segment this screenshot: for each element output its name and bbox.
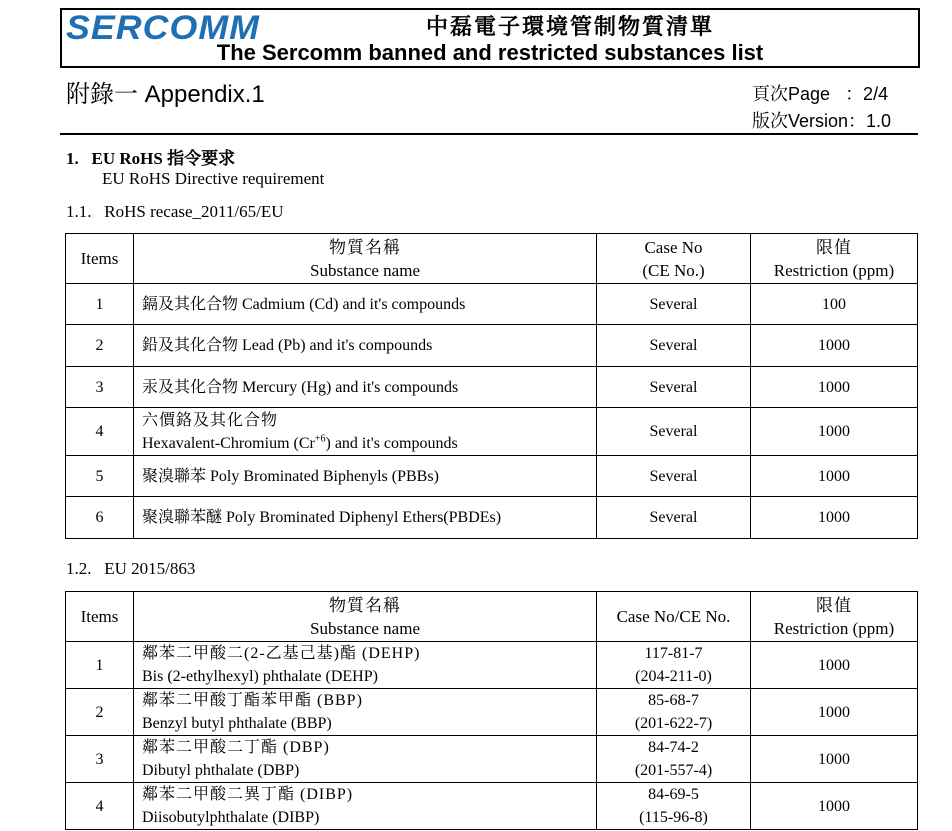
table-row bbox=[66, 736, 918, 783]
page-label: 頁次Page bbox=[752, 84, 831, 104]
table-row bbox=[66, 497, 918, 539]
version-label: 版次Version bbox=[752, 111, 849, 131]
section-1-1-title: 1.1. RoHS recase_2011/65/EU bbox=[66, 202, 284, 221]
case-number: Several bbox=[597, 497, 751, 539]
restriction-value: 1000 bbox=[751, 497, 918, 539]
document-title-chinese: 中磊電子環境管制物質清單 bbox=[425, 14, 714, 39]
case-number: Several bbox=[597, 367, 751, 408]
substance-name-english: Bis (2-ethylhexyl) phthalate (DEHP) bbox=[142, 668, 378, 685]
substance-name-chinese: 鄰苯二甲酸二異丁酯 (DIBP) bbox=[142, 786, 354, 803]
case-number: Several bbox=[597, 408, 751, 456]
item-number: 1 bbox=[66, 642, 134, 689]
table-row bbox=[66, 642, 918, 689]
document-title-english: The Sercomm banned and restricted substances list bbox=[216, 40, 764, 65]
item-number: 2 bbox=[66, 325, 134, 367]
case-number: Several bbox=[597, 456, 751, 497]
sercomm-logo bbox=[64, 10, 264, 44]
eu-2015-863-substance-table bbox=[65, 591, 918, 830]
substance-name-chinese: 鄰苯二甲酸二丁酯 (DBP) bbox=[142, 739, 330, 756]
substance-name: 鎘及其化合物 Cadmium (Cd) and it's compounds bbox=[134, 284, 597, 325]
item-number: 2 bbox=[66, 689, 134, 736]
item-number: 3 bbox=[66, 736, 134, 783]
case-number: Several bbox=[597, 284, 751, 325]
restriction-value: 1000 bbox=[751, 456, 918, 497]
appendix-label: 附錄一 Appendix.1 bbox=[66, 81, 265, 108]
header-case-no: Case No (CE No.) bbox=[597, 234, 751, 284]
header-divider bbox=[60, 133, 918, 135]
header-restriction: 限值 Restriction (ppm) bbox=[751, 592, 918, 642]
restriction-value: 1000 bbox=[751, 736, 918, 783]
substance-name bbox=[134, 689, 597, 736]
restriction-value: 1000 bbox=[751, 408, 918, 456]
item-number: 5 bbox=[66, 456, 134, 497]
header-restriction: 限值 Restriction (ppm) bbox=[751, 234, 918, 284]
case-number: 84-69-5 (115-96-8) bbox=[597, 783, 751, 830]
substance-name bbox=[134, 783, 597, 830]
version-value: ：1.0 bbox=[848, 111, 892, 131]
page-indicator bbox=[752, 80, 888, 106]
table-row bbox=[66, 325, 918, 367]
header-items: Items bbox=[66, 592, 134, 642]
section-1-subtitle: EU RoHS Directive requirement bbox=[102, 169, 325, 188]
page-value: ：2/4 bbox=[845, 84, 889, 104]
case-number: 84-74-2 (201-557-4) bbox=[597, 736, 751, 783]
substance-name: 聚溴聯苯醚 Poly Brominated Diphenyl Ethers(PBDEs) bbox=[134, 497, 597, 539]
case-number: Several bbox=[597, 325, 751, 367]
section-1-title: 1. EU RoHS 指令要求 bbox=[66, 149, 236, 168]
logo-text: SERCOMM bbox=[66, 10, 260, 44]
table-row bbox=[66, 783, 918, 830]
item-number: 4 bbox=[66, 783, 134, 830]
restriction-value: 1000 bbox=[751, 367, 918, 408]
substance-name-english: Diisobutylphthalate (DIBP) bbox=[142, 809, 320, 826]
restriction-value: 1000 bbox=[751, 325, 918, 367]
table-row bbox=[66, 689, 918, 736]
section-1-2-title: 1.2. EU 2015/863 bbox=[66, 559, 196, 578]
restriction-value: 100 bbox=[751, 284, 918, 325]
substance-name: 鉛及其化合物 Lead (Pb) and it's compounds bbox=[134, 325, 597, 367]
substance-name-english: Dibutyl phthalate (DBP) bbox=[142, 762, 300, 779]
substance-name: 聚溴聯苯 Poly Brominated Biphenyls (PBBs) bbox=[134, 456, 597, 497]
substance-name: 汞及其化合物 Mercury (Hg) and it's compounds bbox=[134, 367, 597, 408]
table-row bbox=[66, 456, 918, 497]
case-number: 117-81-7 (204-211-0) bbox=[597, 642, 751, 689]
rohs-substance-table bbox=[65, 233, 918, 539]
version-indicator bbox=[752, 107, 891, 133]
table-row bbox=[66, 367, 918, 408]
substance-name-english: Hexavalent-Chromium $(Cr^{+6})$ and it's compounds bbox=[142, 433, 458, 452]
restriction-value: 1000 bbox=[751, 783, 918, 830]
substance-name bbox=[134, 642, 597, 689]
item-number: 1 bbox=[66, 284, 134, 325]
table-header-row bbox=[66, 234, 918, 284]
substance-name-chinese: 鄰苯二甲酸二(2-乙基己基)酯 (DEHP) bbox=[142, 645, 421, 662]
restriction-value: 1000 bbox=[751, 642, 918, 689]
header-substance-name: 物質名稱 Substance name bbox=[134, 234, 597, 284]
item-number: 3 bbox=[66, 367, 134, 408]
oxidation-state: +6 bbox=[314, 433, 326, 445]
item-number: 4 bbox=[66, 408, 134, 456]
substance-name-chinese: 六價鉻及其化合物 bbox=[142, 411, 279, 429]
table-header-row bbox=[66, 592, 918, 642]
header-items: Items bbox=[66, 234, 134, 284]
substance-name-chinese: 鄰苯二甲酸丁酯苯甲酯 (BBP) bbox=[142, 692, 363, 709]
table-row bbox=[66, 284, 918, 325]
substance-name bbox=[134, 408, 597, 456]
substance-name bbox=[134, 736, 597, 783]
header-case-no: Case No/CE No. bbox=[597, 592, 751, 642]
case-number: 85-68-7 (201-622-7) bbox=[597, 689, 751, 736]
header-substance-name: 物質名稱 Substance name bbox=[134, 592, 597, 642]
item-number: 6 bbox=[66, 497, 134, 539]
table-row bbox=[66, 408, 918, 456]
substance-name-english: Benzyl butyl phthalate (BBP) bbox=[142, 715, 332, 732]
restriction-value: 1000 bbox=[751, 689, 918, 736]
